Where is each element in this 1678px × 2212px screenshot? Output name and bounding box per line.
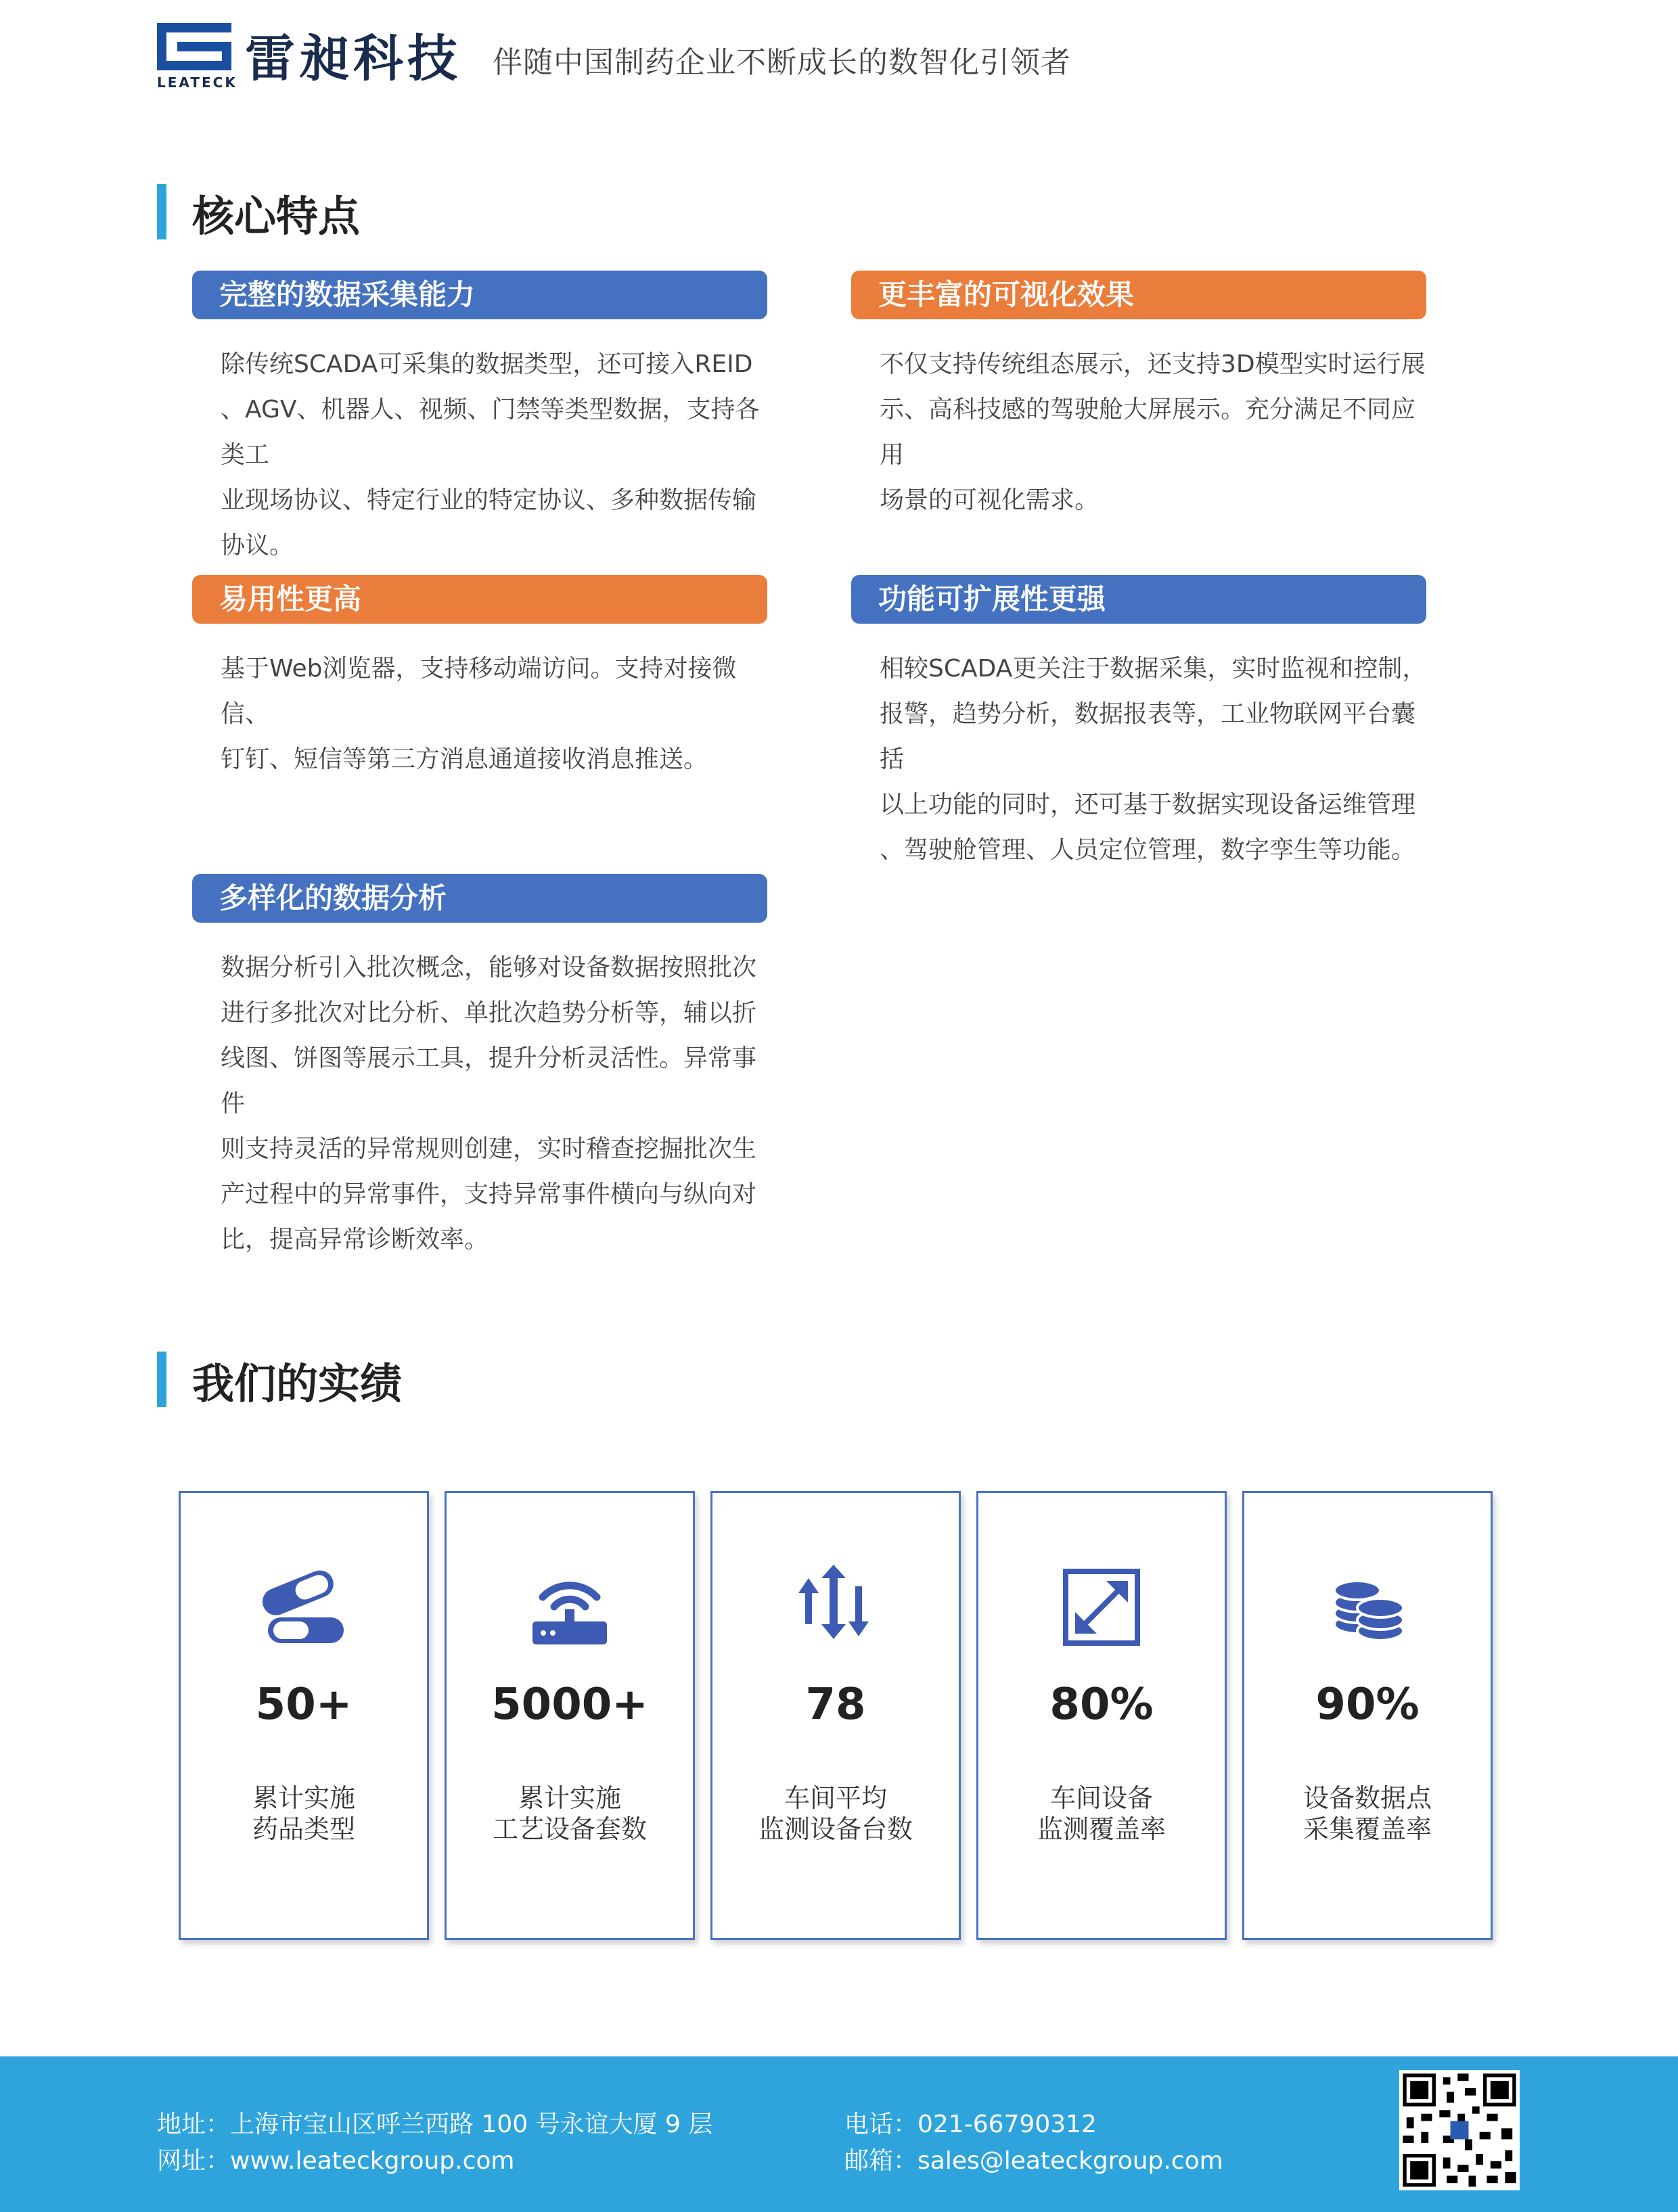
stat-value: 5000+ — [491, 1680, 648, 1730]
slogan: 伴随中国制药企业不断成长的数智化引领者 — [493, 45, 1071, 80]
stat-label: 工艺设备套数 — [492, 1814, 647, 1844]
feature-desc-analysis: 数据分析引入批次概念，能够对设备数据按照批次 进行多批次对比分析、单批次趋势分析等，辅以折 线图、饼图等展示工具，提升分析灵活性。异常事件 则支持灵活的异常规则创建，实时稽查挖掘批次生 产过程中的异常事件，支持异常事件横向与纵向对 比，提高异常诊断效率。 — [221, 954, 757, 1253]
section-title-achievements: 我们的实绩 — [192, 1359, 403, 1408]
feature-title-data-collection: 完整的数据采集能力 — [192, 271, 767, 319]
router-icon — [526, 1563, 614, 1651]
stat-label: 车间设备 — [1049, 1783, 1153, 1813]
stat-value: 50+ — [255, 1680, 353, 1730]
stat-label: 药品类型 — [252, 1814, 355, 1844]
stat-card-datapoint-coverage — [1242, 1491, 1493, 1940]
feature-title-extensibility: 功能可扩展性更强 — [851, 575, 1426, 624]
feature-title-usability: 易用性更高 — [192, 575, 767, 624]
stat-label: 监测覆盖率 — [1037, 1814, 1166, 1844]
stat-card-monitored-devices — [710, 1491, 961, 1940]
footer-address: 地址：上海市宝山区呼兰西路 100 号永谊大厦 9 层 — [157, 2111, 713, 2138]
feature-desc-extensibility: 相较SCADA更关注于数据采集，实时监视和控制， 报警，趋势分析，数据报表等，工业物联网平台囊括 以上功能的同时，还可基于数据实现设备运维管理 、驾驶舱管理、人员定位管理，数字孪生等功能。 — [880, 655, 1427, 864]
stat-value: 90% — [1315, 1680, 1420, 1730]
stat-label: 累计实施 — [252, 1783, 355, 1813]
stat-card-drug-types — [179, 1491, 429, 1940]
stat-card-device-coverage — [976, 1491, 1227, 1940]
footer-website[interactable]: 网址：www.leateckgroup.com — [157, 2147, 515, 2175]
section-marker — [157, 1352, 166, 1407]
stat-label: 采集覆盖率 — [1302, 1814, 1432, 1844]
expand-arrow-icon — [1058, 1563, 1146, 1651]
feature-title-visualization: 更丰富的可视化效果 — [851, 271, 1426, 319]
company-logo — [157, 23, 231, 70]
footer-email[interactable]: 邮箱：sales@leateckgroup.com — [844, 2147, 1223, 2175]
footer-phone: 电话：021-66790312 — [844, 2111, 1097, 2138]
qr-code — [1399, 2070, 1520, 2190]
feature-desc-data-collection: 除传统SCADA可采集的数据类型，还可接入REID 、AGV、机器人、视频、门禁等类型数据，支持各类工 业现场协议、特定行业的特定协议、多种数据传输 协议。 — [221, 350, 760, 559]
section-title-features: 核心特点 — [192, 191, 361, 241]
stat-label: 设备数据点 — [1302, 1783, 1432, 1813]
stat-value: 78 — [805, 1680, 866, 1730]
stat-label: 监测设备台数 — [758, 1814, 913, 1844]
arrows-up-down-icon — [792, 1563, 880, 1651]
feature-desc-usability: 基于Web浏览器，支持移动端访问。支持对接微信、 钉钉、短信等第三方消息通道接收消息推送。 — [221, 655, 737, 773]
logo-subtitle: LEATECK — [157, 74, 237, 91]
stat-label: 累计实施 — [518, 1783, 621, 1813]
database-coins-icon — [1323, 1563, 1411, 1651]
stat-value: 80% — [1049, 1680, 1154, 1730]
stat-card-equipment-sets — [445, 1491, 695, 1940]
pill-capsule-icon — [260, 1563, 348, 1651]
brand-name: 雷昶科技 — [245, 30, 461, 88]
feature-title-analysis: 多样化的数据分析 — [192, 874, 767, 923]
stat-label: 车间平均 — [784, 1783, 887, 1813]
feature-desc-visualization: 不仅支持传统组态展示，还支持3D模型实时运行展 示、高科技感的驾驶舱大屏展示。充分满足不同应用 场景的可视化需求。 — [880, 350, 1426, 514]
section-marker — [157, 184, 166, 239]
